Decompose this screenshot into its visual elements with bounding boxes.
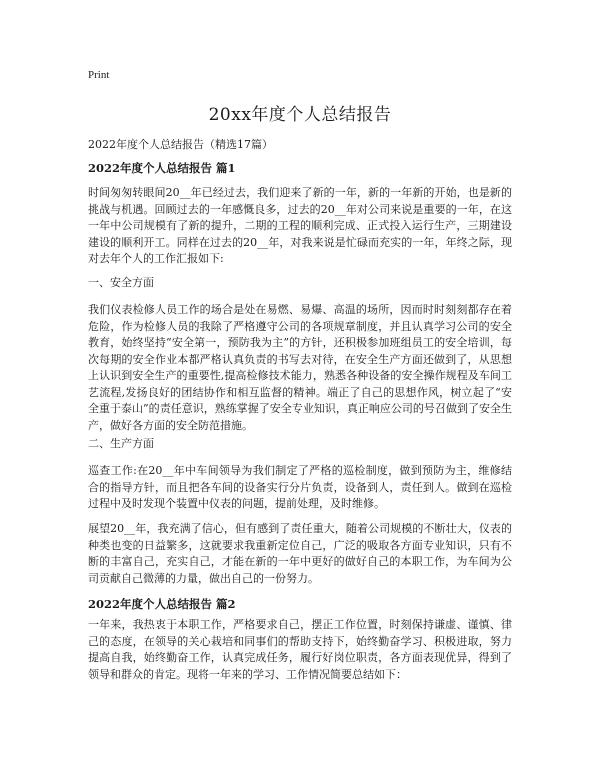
production-paragraph-2: 展望20__年，我充满了信心，但有感到了责任重大，随着公司规模的不断壮大，仪表的种类也变的日益繁多，这就要求我重新定位自己，广泛的吸取各方面专业知识，只有不断的丰富自己，充实自己，才能在新的一年中更好的做好自己的本职工作，为车间为公司贡献自己微薄的力量，做出自己的一份努力。 [88,522,512,585]
production-heading: 二、生产方面 [88,437,154,450]
safety-paragraph: 我们仪表检修人员工作的场合是处在易燃、易爆、高温的场所，因而时时刻刻都存在着危险，作为检修人员的我除了严格遵守公司的各项规章制度，并且认真学习公司的安全教育，始终坚持“安全第一，预防我为主”的方针，还积极参加班组员工的安全培训，每次每期的安全作业本都严格认真负责的书写去对待，在安全生产方面还做到了，从思想上认识到安全生产的重要性,提高检修技术能力，熟悉各种设备的安全操作规程及车间工艺流程,发扬良好的团结协作和相互监督的精神。端正了自己的思想作风，树立起了“安全重于泰山”的责任意识，熟练掌握了安全专业知识，真正响应公司的号召做到了安全生产，做好各方面的安全防范措施。 [88,303,512,432]
section-2-intro: 一年来，我热衷于本职工作，严格要求自己，摆正工作位置，时刻保持谦虚、谨慎、律己的态度，在领导的关心栽培和同事们的帮助支持下，始终勤奋学习、积极进取，努力提高自我，始终勤奋工作，认真完成任务，履行好岗位职责，各方面表现优异，得到了领导和群众的肯定。现将一年来的学习、工作情况简要总结如下： [88,618,512,681]
print-link[interactable]: Print [88,69,110,81]
section-heading-2: 2022年度个人总结报告 篇2 [88,597,236,611]
section-1-intro: 时间匆匆转眼间20__年已经过去，我们迎来了新的一年，新的一年新的开始，也是新的挑战与机遇。回顾过去的一年感慨良多，过去的20__年对公司来说是重要的一年，在这一年中公司规模有了新的提升，二期的工程的顺利完成、正式投入运行生产，三期建设建设的顺利开工。同样在过去的20__年，对我来说是忙碌而充实的一年，年终之际，现对去年个人的工作汇报如下: [88,186,512,265]
safety-heading: 一、安全方面 [88,276,154,289]
document-subtitle: 2022年度个人总结报告（精选17篇） [88,138,273,151]
production-paragraph-1: 巡查工作:在20__年中车间领导为我们制定了严格的巡检制度，做到预防为主，维修结合的指导方针，而且把各车间的设备实行分片负责，设备到人，责任到人。做到在巡检过程中及时发现个装置中仪表的问题，提前处理，及时维修。 [88,464,512,510]
section-heading-1: 2022年度个人总结报告 篇1 [88,161,236,175]
page-title: 20xx年度个人总结报告 [208,105,392,125]
